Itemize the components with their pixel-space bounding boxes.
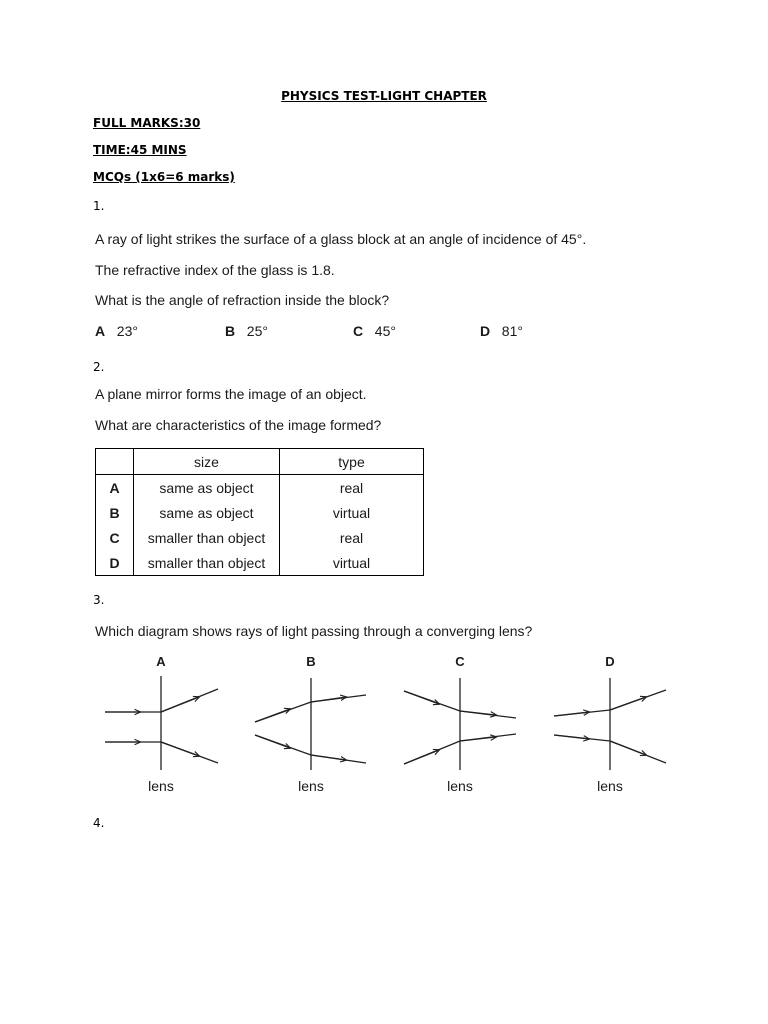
- table-row: [96, 550, 424, 576]
- option-letter: D: [480, 323, 491, 339]
- table-header-cell: size: [134, 449, 280, 475]
- time-limit: TIME:45 MINS: [93, 143, 187, 157]
- option-letter: A: [95, 323, 106, 339]
- question-1-line-1: A ray of light strikes the surface of a glass block at an angle of incidence of 45°.: [95, 231, 587, 247]
- table-cell: same as object: [134, 475, 280, 501]
- lens-ray-diagrams: [0, 645, 768, 805]
- table-cell: same as object: [134, 500, 280, 525]
- ray-arrow: [460, 711, 496, 715]
- page-title: PHYSICS TEST-LIGHT CHAPTER: [281, 89, 487, 103]
- question-1-number: 1.: [93, 199, 105, 213]
- question-1-option-c: [353, 323, 396, 339]
- ray-arrow: [161, 697, 199, 712]
- table-cell: virtual: [280, 500, 424, 525]
- ray-arrow: [311, 697, 346, 702]
- diagram-b: [255, 678, 366, 770]
- ray-arrow: [404, 691, 439, 704]
- question-2-number: 2.: [93, 360, 105, 374]
- ray-arrow: [404, 750, 439, 764]
- diagram-b-lens-label: lens: [298, 778, 324, 794]
- table-cell: virtual: [280, 550, 424, 576]
- option-value: 45°: [374, 323, 396, 339]
- option-value: 23°: [116, 323, 138, 339]
- table-row: [96, 500, 424, 525]
- question-3-text: Which diagram shows rays of light passing through a converging lens?: [95, 623, 533, 639]
- question-2-line-1: A plane mirror forms the image of an object.: [95, 386, 367, 402]
- full-marks: FULL MARKS:30: [93, 116, 201, 130]
- diagram-b-letter: B: [306, 654, 316, 669]
- option-letter: B: [225, 323, 236, 339]
- table-cell: real: [280, 525, 424, 550]
- diagram-a-lens-label: lens: [148, 778, 174, 794]
- ray-arrow: [554, 712, 589, 716]
- diagram-d-lens-label: lens: [597, 778, 623, 794]
- question-1-option-b: [225, 323, 268, 339]
- question-1-option-d: [480, 323, 523, 339]
- option-letter: C: [353, 323, 364, 339]
- diagram-c-letter: C: [455, 654, 465, 669]
- table-header-row: [96, 449, 424, 475]
- ray-arrow: [161, 742, 199, 756]
- option-value: 81°: [501, 323, 523, 339]
- table-cell: C: [96, 525, 134, 550]
- question-2-line-2: What are characteristics of the image formed?: [95, 417, 382, 433]
- diagram-c-lens-label: lens: [447, 778, 473, 794]
- table-cell: smaller than object: [134, 550, 280, 576]
- table-cell: B: [96, 500, 134, 525]
- question-1-line-3: What is the angle of refraction inside the block?: [95, 292, 390, 308]
- diagram-d: [554, 678, 666, 770]
- table-row: [96, 475, 424, 501]
- section-heading: MCQs (1x6=6 marks): [93, 170, 235, 184]
- table-cell: smaller than object: [134, 525, 280, 550]
- question-3-number: 3.: [93, 593, 105, 607]
- ray-arrow: [610, 741, 646, 755]
- table-row: [96, 525, 424, 550]
- option-value: 25°: [246, 323, 268, 339]
- table-cell: real: [280, 475, 424, 501]
- question-1-line-2: The refractive index of the glass is 1.8.: [95, 262, 335, 278]
- diagram-a: [105, 676, 218, 770]
- image-characteristics-table: [95, 448, 424, 576]
- ray-arrow: [255, 709, 290, 722]
- table-cell: A: [96, 475, 134, 501]
- ray-arrow: [554, 735, 589, 739]
- table-header-cell: type: [280, 449, 424, 475]
- diagram-a-letter: A: [156, 654, 166, 669]
- table-cell: D: [96, 550, 134, 576]
- question-4-number: 4.: [93, 816, 105, 830]
- ray-arrow: [460, 737, 496, 741]
- ray-arrow: [311, 755, 346, 760]
- diagram-c: [404, 678, 516, 770]
- diagram-d-letter: D: [605, 654, 615, 669]
- ray-arrow: [610, 697, 646, 710]
- question-1-option-a: [95, 323, 138, 339]
- ray-arrow: [255, 735, 290, 748]
- table-header-cell: [96, 449, 134, 475]
